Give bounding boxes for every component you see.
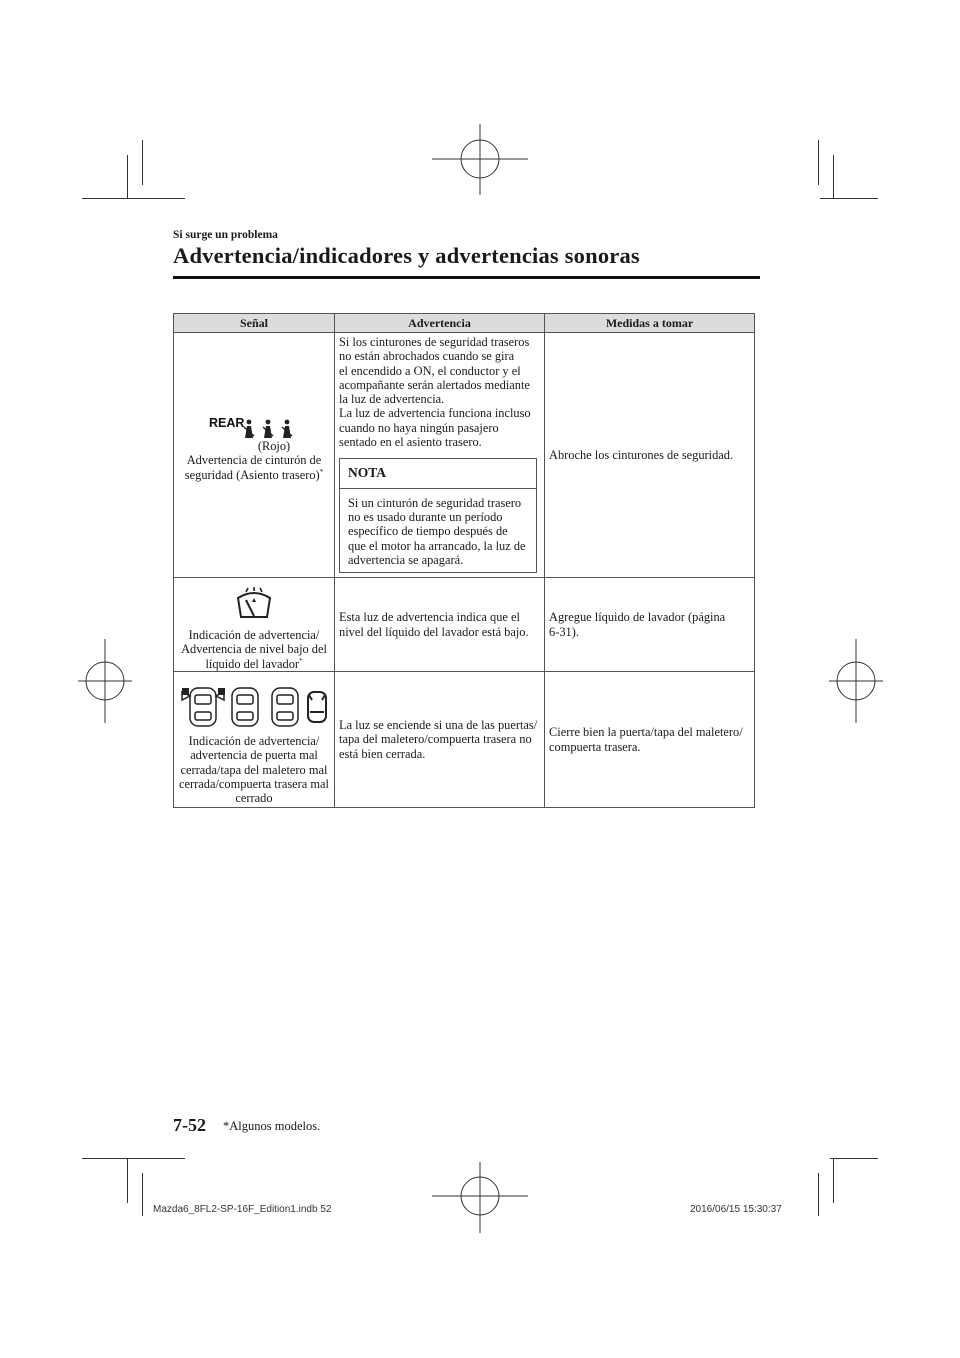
title-rule (173, 276, 760, 279)
registration-mark-left (75, 636, 135, 726)
page-number: 7-52 (173, 1115, 206, 1135)
footnote: *Algunos modelos. (223, 1119, 321, 1133)
warning-text: cuando no haya ningún pasajero (339, 420, 499, 435)
some-models-mark: * (319, 467, 324, 476)
warning-text: tapa del maletero/compuerta trasera no (339, 732, 532, 747)
signal-label-line: Indicación de advertencia/ (188, 734, 320, 749)
warning-text: el encendido a ON, el conductor y el (339, 363, 521, 378)
action-text: Agregue líquido de lavador (página (549, 610, 726, 625)
warning-text: nivel del líquido del lavador está bajo. (339, 624, 529, 639)
washer-fluid-warning-icon (234, 586, 274, 620)
note-body (340, 489, 536, 572)
page-title: Advertencia/indicadores y advertencias sonoras (173, 243, 640, 268)
door-ajar-warning-icon (178, 682, 330, 730)
signal-label-line: Indicación de advertencia/ (188, 628, 320, 643)
rear-seatbelt-warning-icon (207, 413, 301, 439)
table-row (174, 578, 755, 672)
section-label: Si surge un problema (173, 229, 278, 241)
note-box (339, 458, 537, 573)
action-cell (545, 333, 755, 578)
warning-cell (335, 333, 545, 578)
signal-label-line: seguridad (Asiento trasero)* (184, 467, 324, 482)
print-file-info: Mazda6_8FL2-SP-16F_Edition1.indb 52 (153, 1204, 332, 1215)
action-text: compuerta trasera. (549, 739, 641, 754)
action-text: Abroche los cinturones de seguridad. (549, 447, 734, 462)
table-row (174, 672, 755, 808)
signal-label-line: advertencia de puerta mal (190, 748, 318, 763)
note-text: que el motor ha arrancado, la luz de (348, 538, 526, 553)
signal-label-line: cerrado (235, 791, 273, 806)
warning-text: la luz de advertencia. (339, 392, 445, 407)
warning-text: no están abrochados cuando se gira (339, 349, 515, 364)
action-cell (545, 578, 755, 672)
print-date-info: 2016/06/15 15:30:37 (690, 1204, 782, 1215)
signal-label-line: Advertencia de cinturón de (186, 453, 322, 468)
action-text: 6-31). (549, 624, 579, 639)
signal-cell (174, 333, 335, 578)
column-header-warning: Advertencia (335, 314, 545, 333)
table-row (174, 333, 755, 578)
action-text: Cierre bien la puerta/tapa del maletero/ (549, 725, 743, 740)
warning-text: Esta luz de advertencia indica que el (339, 610, 520, 625)
signal-label-line: líquido del lavador* (205, 656, 303, 671)
action-cell (545, 672, 755, 808)
column-header-signal: Señal (174, 314, 335, 333)
some-models-mark: * (299, 656, 303, 665)
signal-label-line: cerrada/tapa del maletero mal (180, 762, 328, 777)
table-header-row (174, 314, 755, 333)
warning-text: acompañante serán alertados mediante (339, 377, 530, 392)
note-text: advertencia se apagará. (348, 552, 464, 567)
warning-cell (335, 578, 545, 672)
note-text: no es usado durante un período (348, 509, 503, 524)
signal-cell (174, 578, 335, 672)
registration-mark-top (430, 122, 530, 197)
warning-table (173, 313, 755, 808)
warning-text: La luz se enciende si una de las puertas/ (339, 718, 538, 733)
warning-text: Si los cinturones de seguridad traseros (339, 335, 530, 349)
signal-label-line: cerrada/compuerta trasera mal (179, 776, 329, 791)
warning-text: La luz de advertencia funciona incluso (339, 406, 531, 421)
column-header-action: Medidas a tomar (545, 314, 755, 333)
signal-color-label: (Rojo) (257, 439, 291, 453)
warning-cell (335, 672, 545, 808)
svg-text:REAR: REAR (209, 416, 245, 430)
registration-mark-right (826, 636, 886, 726)
signal-cell (174, 672, 335, 808)
warning-text: sentado en el asiento trasero. (339, 435, 482, 450)
note-title: NOTA (340, 459, 536, 488)
registration-mark-bottom (430, 1160, 530, 1235)
signal-label-line: Advertencia de nivel bajo del (181, 642, 327, 657)
note-text: Si un cinturón de seguridad trasero (348, 495, 522, 510)
note-text: específico de tiempo después de (348, 524, 508, 539)
warning-text: está bien cerrada. (339, 746, 426, 761)
